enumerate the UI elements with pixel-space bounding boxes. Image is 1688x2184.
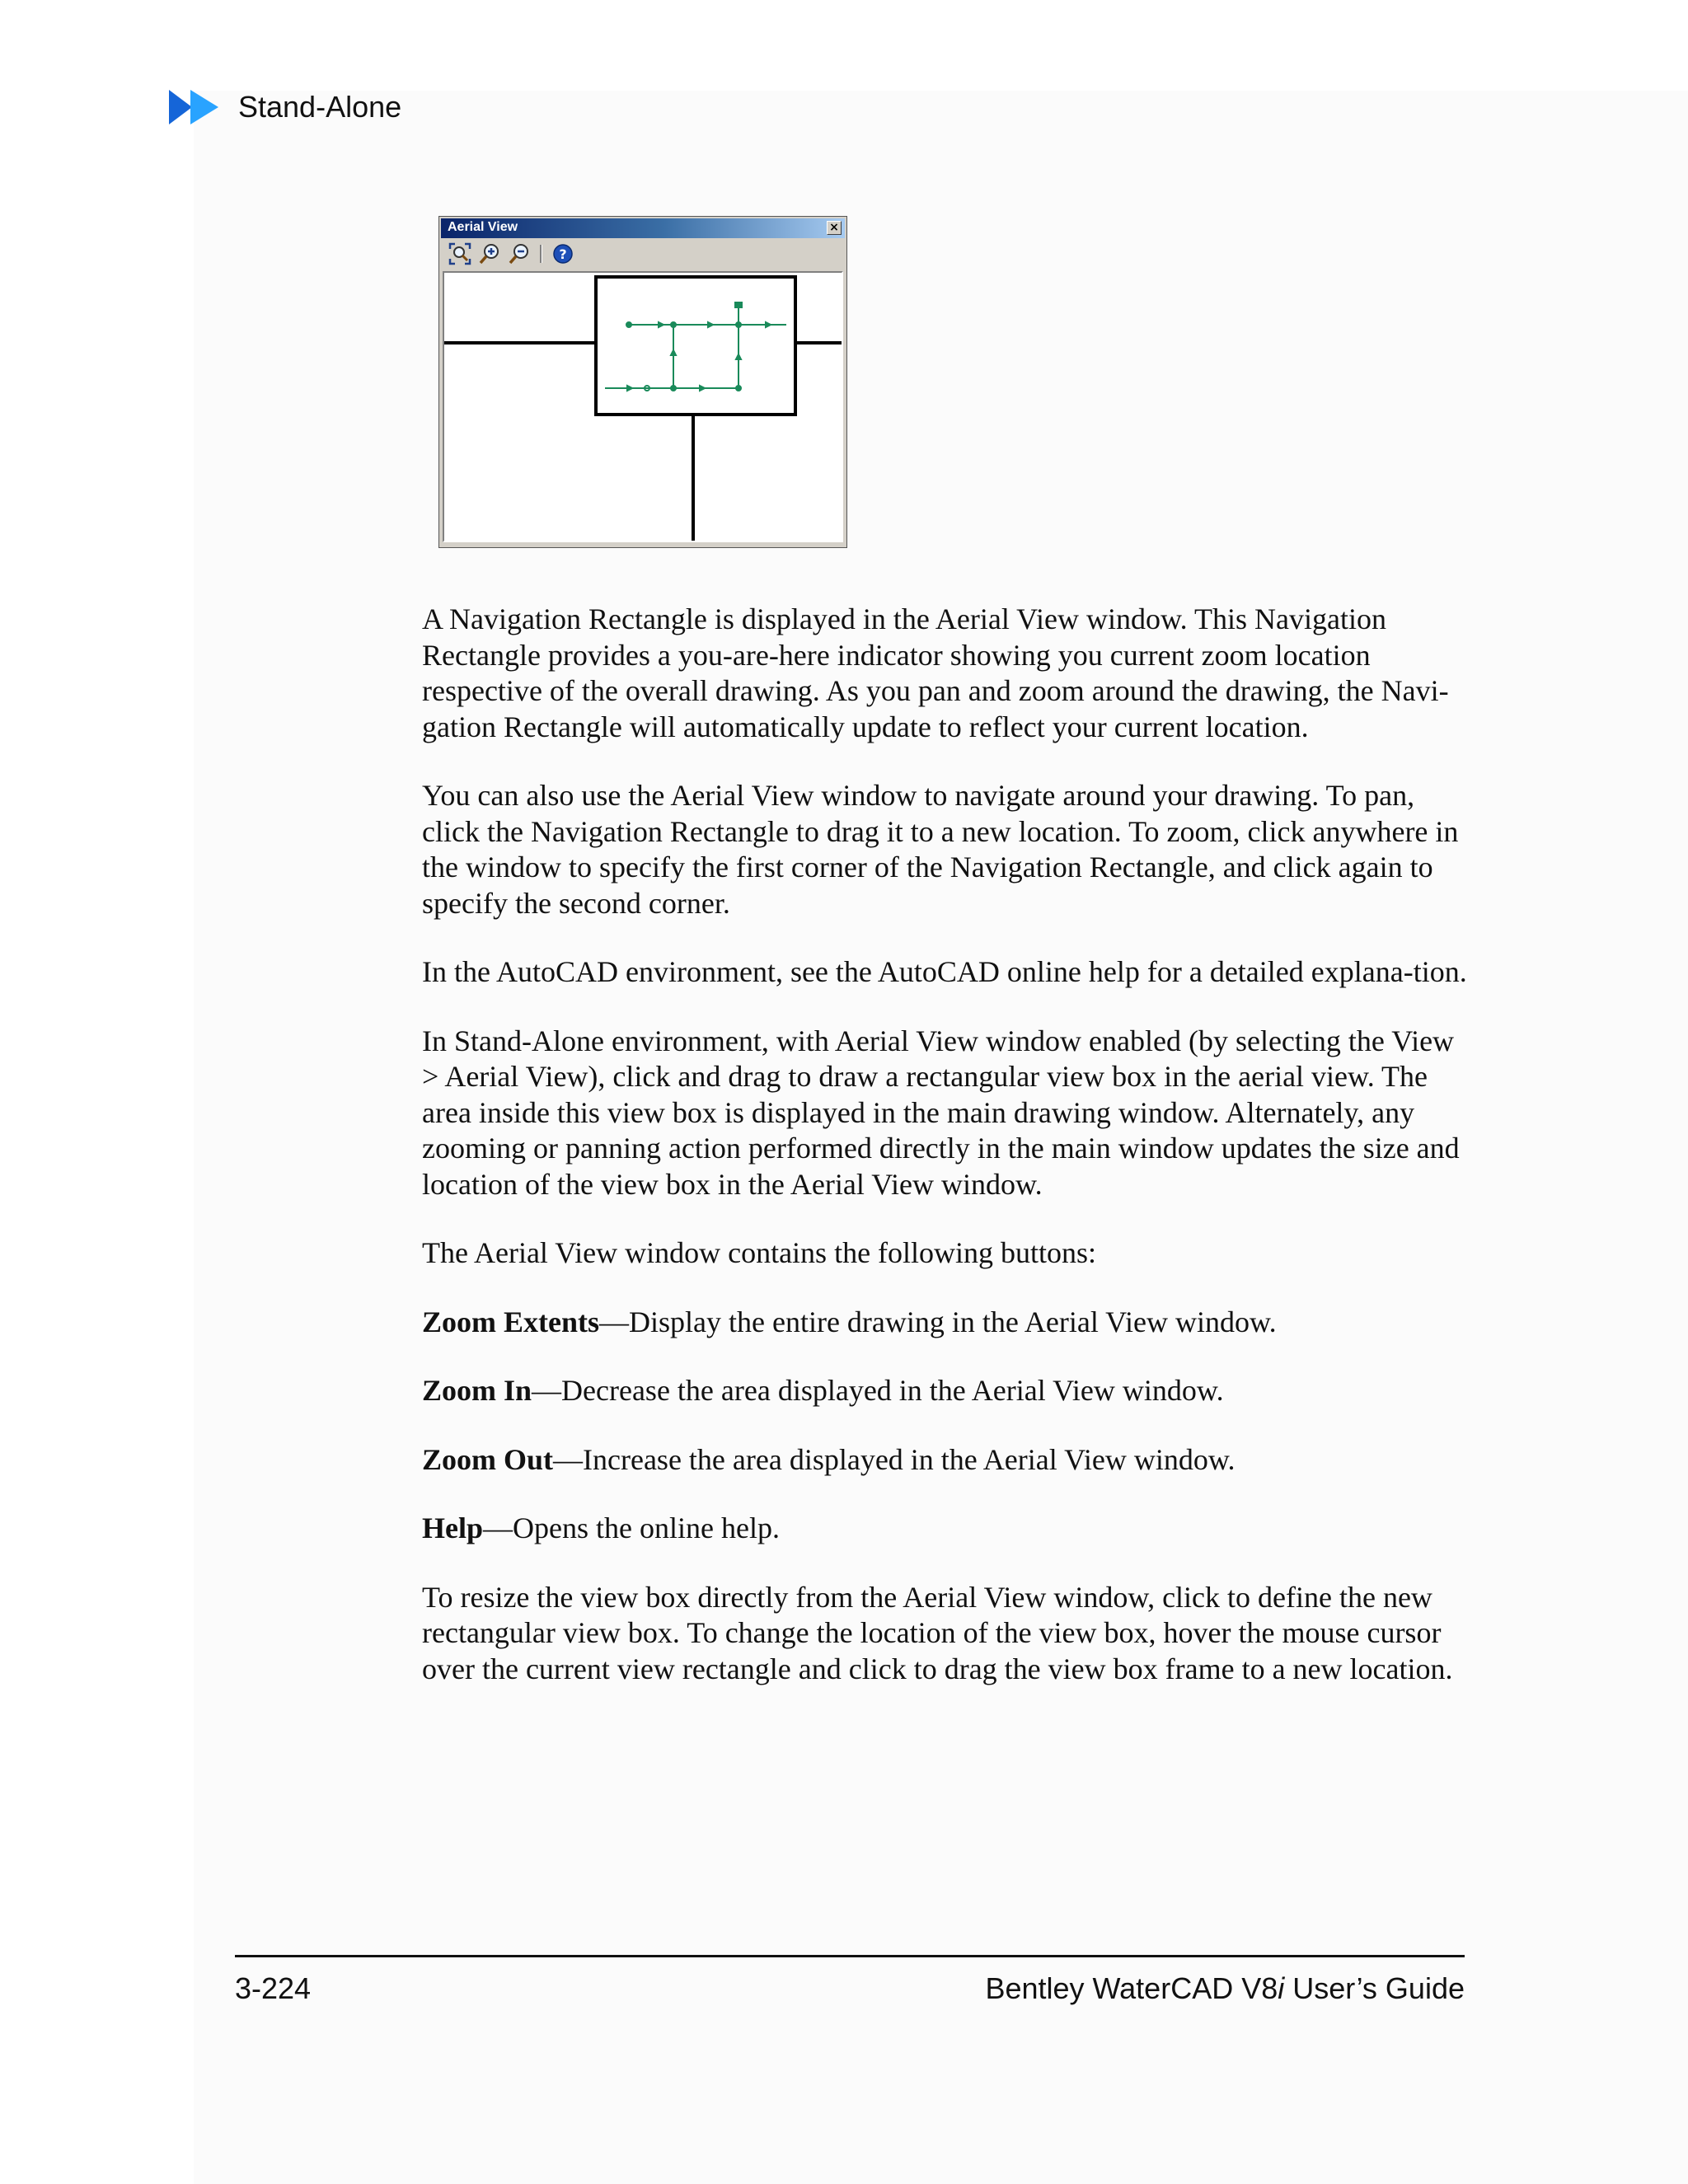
close-button[interactable] — [827, 221, 842, 235]
button-term: Zoom Out — [422, 1442, 554, 1476]
button-desc: —Opens the online help. — [483, 1511, 780, 1544]
zoom-in-button[interactable] — [477, 241, 502, 266]
button-description-zoom-out — [422, 1442, 1469, 1479]
paragraph: A Navigation Rectangle is displayed in the Aerial View window. This Navigation Rectangle provides a you-are-here indicator showing you current zoom location respective of the overall drawing. As you pan and zoom around the drawing, the Navi-gation Rectangle will automatically update to reflect your current location. — [422, 602, 1449, 743]
aerial-view-titlebar[interactable] — [441, 218, 845, 238]
zoom-out-button[interactable] — [507, 241, 532, 266]
paragraph: In the AutoCAD environment, see the AutoCAD online help for a detailed explana-tion. — [422, 955, 1467, 988]
page-number: 3-224 — [235, 1971, 312, 2005]
toolbar-separator — [540, 245, 542, 263]
network-sketch — [605, 302, 786, 391]
close-icon: × — [829, 221, 839, 234]
button-term: Help — [422, 1511, 484, 1544]
body-text — [422, 602, 1469, 1720]
guide-title-italic: i — [1278, 1971, 1285, 2005]
help-button[interactable] — [551, 241, 575, 266]
paragraph: The Aerial View window contains the following buttons: — [422, 1236, 1097, 1269]
section-title: Stand-Alone — [238, 90, 402, 124]
aerial-view-window[interactable] — [438, 216, 847, 548]
closing-paragraph: To resize the view box directly from the Aerial View window, click to define the new rectangular view box. To change the location of the view box, hover the mouse cursor over the current view rectangle and click to drag the view box frame to a new location. — [422, 1580, 1453, 1685]
guide-title-suffix: User’s Guide — [1284, 1971, 1465, 2005]
section-header — [169, 87, 401, 128]
paragraph: In Stand-Alone environment, with Aerial View window enabled (by selecting the View > Aerial View), click and drag to draw a rectangular view box in the aerial view. The area inside this view box is displayed in the main drawing window. Alternately, any zooming or panning action performed directly in the main window updates the size and location of the view box in the Aerial View window. — [422, 1024, 1460, 1201]
button-description-zoom-extents — [422, 1305, 1469, 1341]
svg-text:?: ? — [559, 246, 567, 262]
guide-title — [985, 1971, 1465, 2006]
button-desc: —Increase the area displayed in the Aerial View window. — [553, 1442, 1236, 1476]
paragraph: You can also use the Aerial View window to navigate around your drawing. To pan, click the Navigation Rectangle to drag it to a new location. To zoom, click anywhere in the window to specify the first corner of the Navigation Rectangle, and click again to specify the second corner. — [422, 779, 1459, 920]
double-chevron-icon — [169, 90, 220, 124]
footer-divider — [235, 1955, 1465, 1957]
aerial-view-toolbar — [441, 240, 845, 268]
navigation-rectangle — [596, 277, 795, 415]
zoom-out-icon — [508, 242, 531, 265]
button-desc: —Decrease the area displayed in the Aerial View window. — [532, 1374, 1224, 1407]
zoom-extents-button[interactable] — [448, 241, 472, 266]
aerial-view-canvas[interactable] — [443, 271, 843, 542]
button-description-zoom-in — [422, 1373, 1469, 1409]
aerial-view-title: Aerial View — [448, 220, 518, 234]
button-desc: —Display the entire drawing in the Aerial View window. — [599, 1305, 1277, 1338]
zoom-in-icon — [478, 242, 501, 265]
zoom-extents-icon — [448, 242, 471, 265]
button-term: Zoom Extents — [422, 1305, 599, 1338]
button-description-help — [422, 1511, 1469, 1547]
button-term: Zoom In — [422, 1374, 532, 1407]
help-icon — [552, 243, 574, 265]
guide-title-prefix: Bentley WaterCAD V8 — [985, 1971, 1278, 2005]
